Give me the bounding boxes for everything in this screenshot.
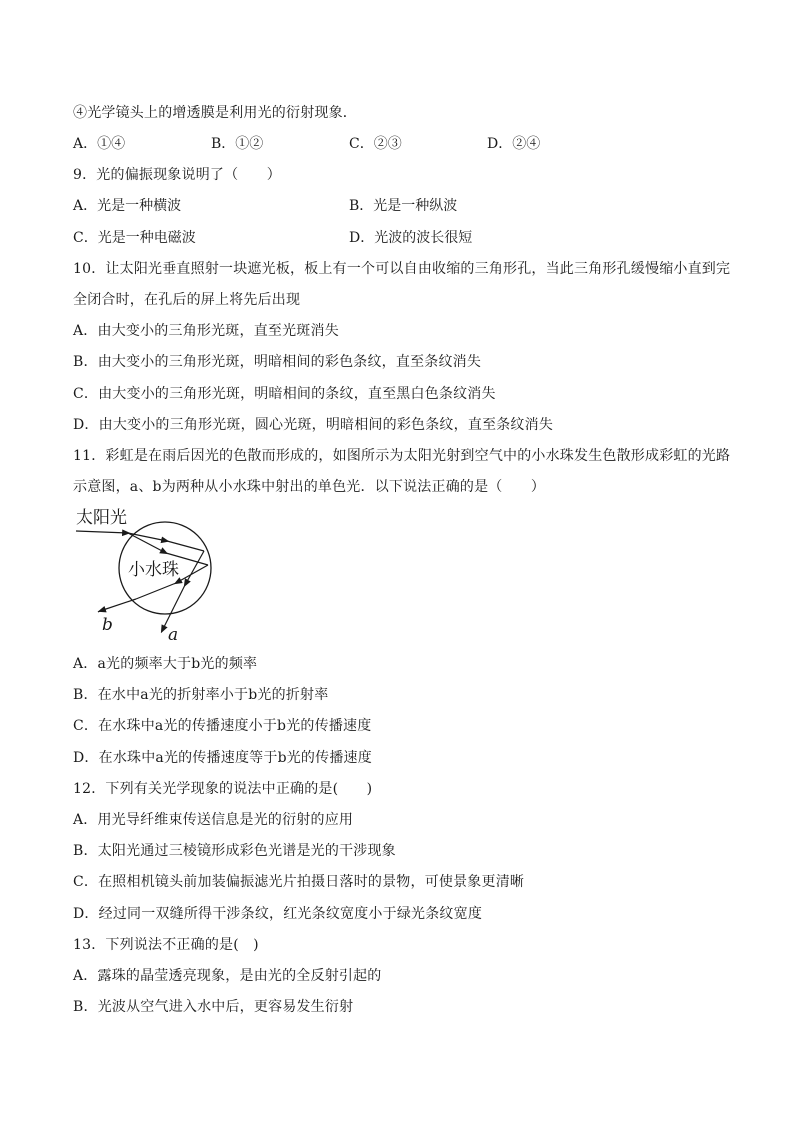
q10-option-b: B．由大变小的三角形光斑，明暗相间的彩色条纹，直至条纹消失	[73, 354, 482, 370]
q11-stem-line2: 示意图，a、b为两种从小水珠中射出的单色光．以下说法正确的是（ ）	[73, 479, 546, 495]
reflected-ray-b-2	[136, 583, 176, 599]
refracted-ray-upper-2	[167, 541, 204, 551]
q9-option-a: A．光是一种横波	[73, 198, 182, 214]
exit-ray-b	[100, 599, 136, 611]
reflected-ray-a	[185, 551, 204, 585]
q10-stem-line1: 10．让太阳光垂直照射一块遮光板，板上有一个可以自由收缩的三角形孔，当此三角形孔缓慢缩小直到完	[73, 261, 731, 277]
q8-option-c: C．②③	[349, 136, 402, 152]
refracted-ray-upper	[128, 533, 167, 541]
q9-option-c: C．光是一种电磁波	[73, 230, 196, 246]
q12-option-b: B．太阳光通过三棱镜形成彩色光谱是光的干涉现象	[73, 843, 396, 859]
label-b: b	[102, 615, 113, 635]
refracted-ray-lower	[128, 533, 166, 553]
q10-option-d: D．由大变小的三角形光斑，圆心光斑，明暗相间的彩色条纹，直至条纹消失	[73, 417, 554, 433]
reflected-ray-a-2	[174, 585, 185, 607]
q13-stem: 13．下列说法不正确的是( )	[73, 937, 259, 953]
q8-option-d: D．②④	[487, 136, 541, 152]
q8-statement-4: ④光学镜头上的增透膜是利用光的衍射现象．	[73, 105, 357, 121]
q12-option-c: C．在照相机镜头前加装偏振滤光片拍摄日落时的景物，可使景象更清晰	[73, 874, 525, 890]
q10-option-c: C．由大变小的三角形光斑，明暗相间的条纹，直至黑白色条纹消失	[73, 386, 496, 402]
q12-option-d: D．经过同一双缝所得干涉条纹，红光条纹宽度小于绿光条纹宽度	[73, 906, 483, 922]
incident-sunlight-ray	[76, 531, 128, 533]
q12-stem: 12．下列有关光学现象的说法中正确的是( )	[73, 781, 373, 797]
label-a: a	[168, 625, 179, 643]
q12-option-a: A．用光导纤维束传送信息是光的衍射的应用	[73, 812, 354, 828]
q9-option-d: D．光波的波长很短	[349, 230, 473, 246]
q13-option-a: A．露珠的晶莹透亮现象，是由光的全反射引起的	[73, 968, 382, 984]
q9-option-b: B．光是一种纵波	[349, 198, 458, 214]
q10-option-a: A．由大变小的三角形光斑，直至光斑消失	[73, 323, 339, 339]
q8-option-b: B．①②	[211, 136, 264, 152]
exit-ray-b-tail	[98, 611, 100, 612]
q11-option-a: A．a光的频率大于b光的频率	[73, 656, 258, 672]
q11-option-c: C．在水珠中a光的传播速度小于b光的传播速度	[73, 718, 372, 734]
droplet-diagram-svg	[70, 503, 220, 643]
reflected-ray-b	[176, 565, 208, 583]
droplet-label: 小水珠	[128, 560, 179, 580]
q11-option-b: B．在水中a光的折射率小于b光的折射率	[73, 687, 329, 703]
rainbow-droplet-diagram	[70, 503, 220, 643]
q10-stem-line2: 全闭合时，在孔后的屏上将先后出现	[73, 292, 301, 308]
q11-stem-line1: 11．彩虹是在雨后因光的色散而形成的，如图所示为太阳光射到空气中的小水珠发生色散形成彩虹的光路	[73, 448, 731, 464]
q13-option-b: B．光波从空气进入水中后，更容易发生衍射	[73, 999, 354, 1015]
q11-option-d: D．在水珠中a光的传播速度等于b光的传播速度	[73, 750, 372, 766]
q9-stem: 9．光的偏振现象说明了（ ）	[73, 167, 281, 183]
sunlight-label: 太阳光	[76, 508, 127, 528]
q8-option-a: A．①④	[73, 136, 126, 152]
